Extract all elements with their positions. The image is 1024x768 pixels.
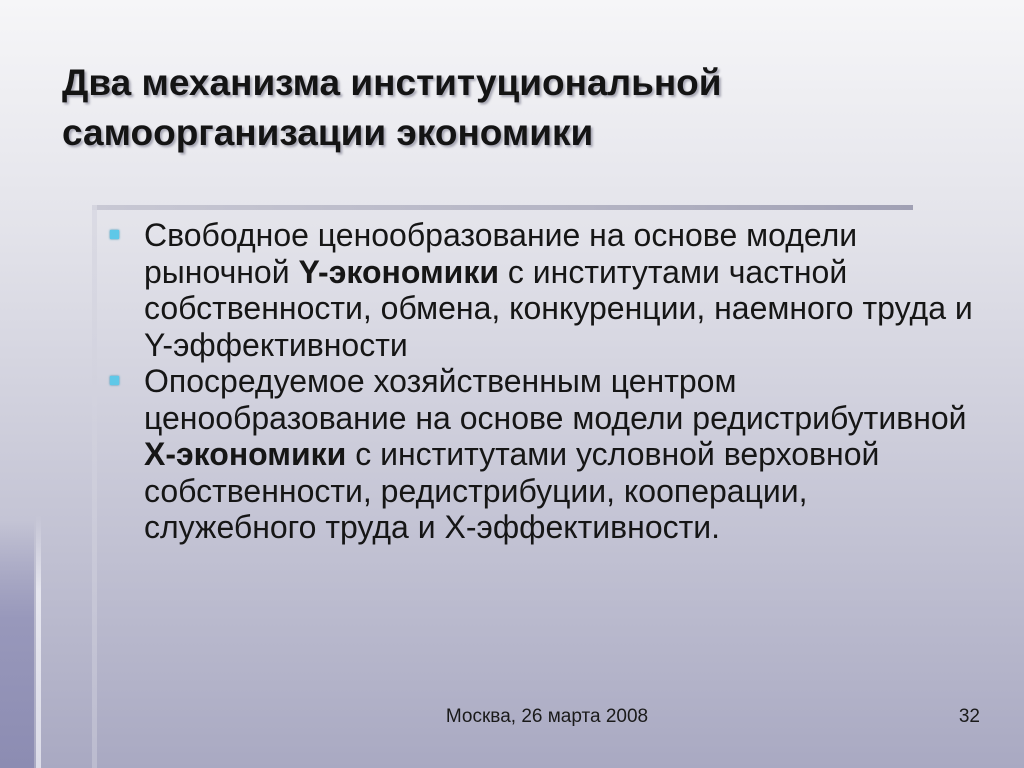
square-bullet-icon [110,230,119,239]
decorative-left-bar [0,520,34,768]
bullet-text-pre: Свободное ценообразование на основе модели рыночной [144,217,858,290]
square-bullet-icon [110,376,119,385]
slide-title [62,58,962,158]
decorative-vertical-line [92,205,97,768]
bullet-item-x-economy [108,363,988,546]
bullet-text-post: с институтами условной верховной собственности, редистрибуции, кооперации, служебного труда и Х-эффективности. [144,436,880,545]
bullet-text-bold: Х-экономики [144,436,347,472]
decorative-top-line [92,205,913,210]
slide-title-line-1: Два механизма институциональной [62,62,722,103]
bullet-text-bold: Y-экономики [298,253,499,290]
slide-title-line-2: самоорганизации экономики [62,112,594,153]
footer-date: Москва, 26 марта 2008 [445,706,649,727]
bullet-list [108,217,988,546]
decorative-left-line [36,515,41,768]
bullet-item-y-economy [108,217,988,363]
bullet-text-post: с институтами частной собственности, обмена, конкуренции, наемного труда и Y-эффективности [144,253,973,363]
page-number: 32 [958,706,980,727]
bullet-text-pre: Опосредуемое хозяйственным центром ценообразование на основе модели редистрибутивной [144,363,967,436]
